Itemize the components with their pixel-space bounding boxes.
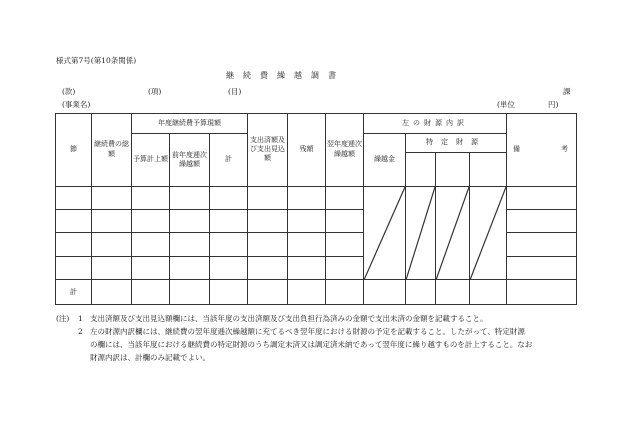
total-row [56, 280, 577, 305]
table-cell[interactable] [170, 256, 210, 279]
table-cell[interactable] [92, 209, 132, 232]
table-cell[interactable] [56, 256, 92, 279]
header-remarks-right: 考 [561, 145, 569, 154]
total-label: 計 [56, 280, 92, 305]
moku-label: (目) [228, 87, 242, 96]
struck-cell-specific-2 [436, 186, 470, 280]
header-carryover-funds: 繰越金 [364, 134, 406, 186]
table-cell[interactable] [507, 186, 577, 209]
header-setsu: 節 [56, 114, 92, 187]
table-cell[interactable] [288, 209, 326, 232]
table-cell[interactable] [210, 233, 248, 256]
note-1-number: 1 [78, 314, 83, 323]
unit-label: (単位 [497, 100, 515, 109]
struck-cell-specific-1 [406, 186, 436, 280]
table-cell[interactable] [132, 280, 170, 305]
diagonal-strike [470, 187, 506, 280]
table-cell[interactable] [406, 280, 436, 305]
header-specific-funding: 特定財源 [406, 134, 507, 152]
header-budget-amount: 予算計上額 [132, 134, 170, 186]
table-cell[interactable] [170, 186, 210, 209]
table-cell[interactable] [170, 209, 210, 232]
table-cell[interactable] [210, 209, 248, 232]
carryover-table [55, 113, 577, 305]
diagonal-strike [406, 187, 435, 280]
table-cell[interactable] [288, 280, 326, 305]
header-remarks [507, 114, 577, 187]
table-cell[interactable] [326, 280, 364, 305]
table-cell[interactable] [210, 280, 248, 305]
header-remaining: 残額 [288, 114, 326, 187]
table-cell[interactable] [56, 209, 92, 232]
table-cell[interactable] [92, 233, 132, 256]
document-title: 継続費繰越調書 [226, 71, 345, 80]
table-cell[interactable] [507, 233, 577, 256]
note-2-continuation: の欄には、当該年度における継続費の特定財源のうち調定未済又は調定済未納であって翌年度に繰り越すものを計上すること。なお [90, 340, 533, 349]
note-2-text-a: 左の財源内訳欄には、継続費の翌年度逓次繰越額に充てるべき翌年度における財源の予定を記載すること。したがって、特定財源 [90, 327, 525, 336]
table-cell[interactable] [507, 256, 577, 279]
table-cell[interactable] [248, 233, 288, 256]
table-cell[interactable] [288, 233, 326, 256]
table-cell[interactable] [56, 233, 92, 256]
kan-label: (款) [62, 87, 76, 96]
project-name-label: (事業名) [62, 100, 91, 109]
specific-funding-sub-2 [436, 152, 470, 186]
table-cell[interactable] [56, 186, 92, 209]
table-cell[interactable] [326, 233, 364, 256]
table-cell[interactable] [248, 280, 288, 305]
table-cell[interactable] [326, 209, 364, 232]
table-cell[interactable] [248, 186, 288, 209]
header-prev-year-carryover: 前年度逓次繰越額 [170, 134, 210, 186]
form-number: 様式第7号(第10条関係) [56, 56, 137, 65]
table-cell[interactable] [326, 256, 364, 279]
diagonal-strike [436, 187, 469, 280]
note-1-text: 支出済額及び支出見込額欄には、当該年度の支出済額及び支出負担行為済みの金額で支出未済の金額を記載すること。 [90, 314, 488, 323]
diagonal-strike [364, 187, 405, 280]
table-cell[interactable] [92, 256, 132, 279]
specific-funding-sub-3 [470, 152, 507, 186]
table-cell[interactable] [132, 186, 170, 209]
table-cell[interactable] [248, 256, 288, 279]
table-cell[interactable] [288, 256, 326, 279]
note-2-number: 2 [78, 327, 83, 336]
table-cell[interactable] [326, 186, 364, 209]
header-expenditure: 支出済額及び支出見込額 [248, 114, 288, 187]
table-cell[interactable] [210, 256, 248, 279]
header-budget-group: 年度継続費予算現額 [132, 114, 248, 134]
header-funding-breakdown: 左の財源内訳 [364, 114, 507, 134]
unit-value: 円) [548, 100, 559, 109]
header-next-year-carryover: 翌年度逓次繰越額 [326, 114, 364, 187]
struck-cell-carryover [364, 186, 406, 280]
table-cell[interactable] [507, 209, 577, 232]
header-total-amount: 継続費の総額 [92, 114, 132, 187]
specific-funding-sub-1 [406, 152, 436, 186]
table-cell[interactable] [170, 280, 210, 305]
table-cell[interactable] [436, 280, 470, 305]
table-cell[interactable] [92, 186, 132, 209]
note-2-continuation: 財源内訳は、計欄のみ記載でよい。 [90, 353, 210, 362]
note-1 [56, 312, 576, 325]
struck-cell-specific-3 [470, 186, 507, 280]
table-cell[interactable] [170, 233, 210, 256]
notes-section [56, 312, 576, 364]
ka-label: 課 [563, 87, 571, 96]
kou-label: (項) [148, 87, 162, 96]
table-row [56, 186, 577, 209]
table-cell[interactable] [132, 256, 170, 279]
table-cell[interactable] [132, 209, 170, 232]
notes-prefix: (注) [56, 314, 70, 323]
table-cell[interactable] [132, 233, 170, 256]
table-cell[interactable] [92, 280, 132, 305]
table-cell[interactable] [470, 280, 507, 305]
note-2 [56, 325, 576, 338]
header-remarks-left: 備 [513, 145, 521, 154]
table-cell[interactable] [248, 209, 288, 232]
header-subtotal: 計 [210, 134, 248, 186]
table-cell[interactable] [210, 186, 248, 209]
table-cell[interactable] [288, 186, 326, 209]
table-cell[interactable] [364, 280, 406, 305]
table-cell[interactable] [507, 280, 577, 305]
